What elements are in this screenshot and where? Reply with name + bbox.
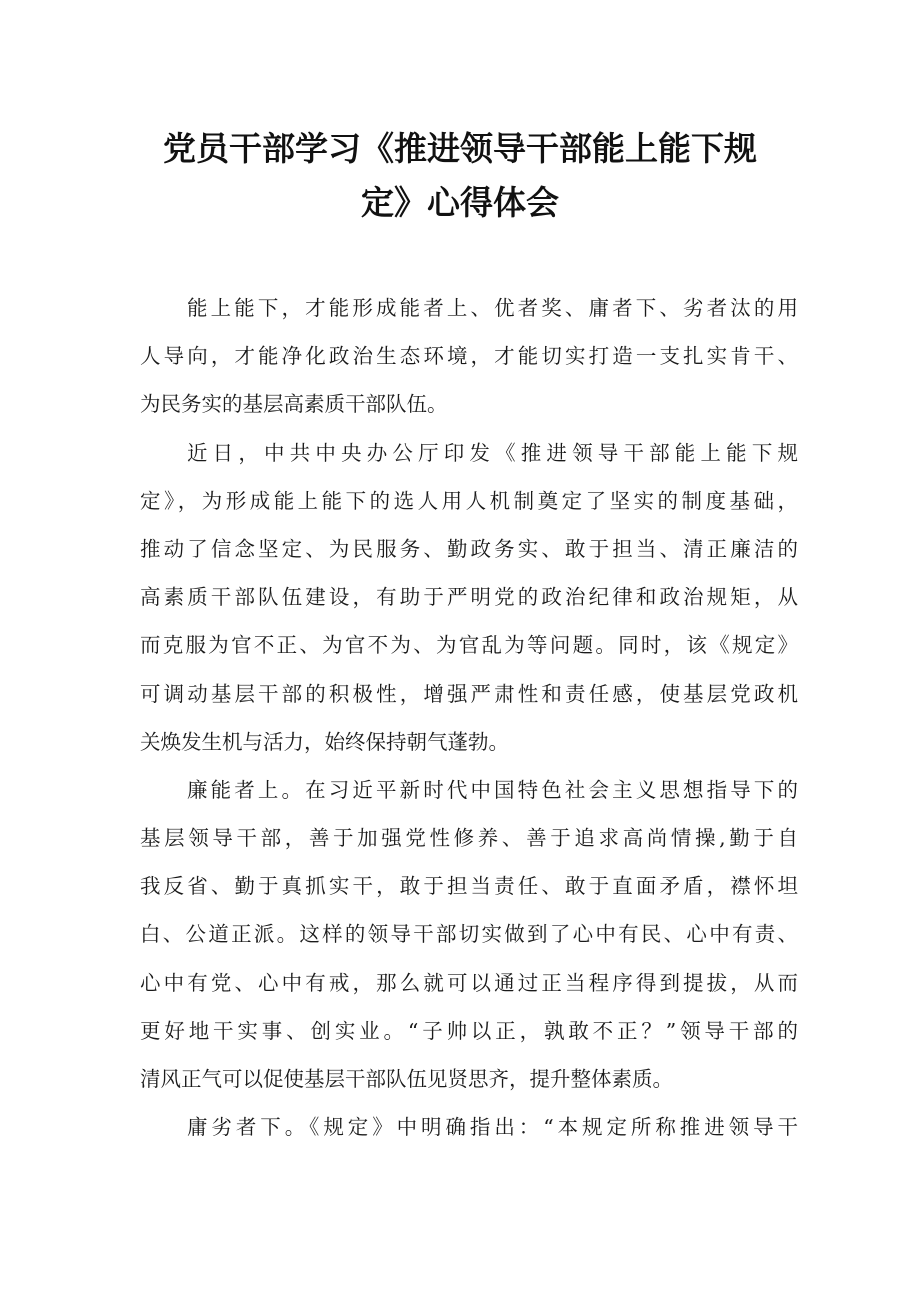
text-line: 定》，为形成能上能下的选人用人机制奠定了坚实的制度基础，: [140, 488, 798, 513]
title-line: 党员干部学习《推进领导干部能上能下规: [163, 129, 757, 168]
text-line: 而克服为官不正、为官不为、为官乱为等问题。同时，该《规定》: [140, 633, 798, 658]
title-line: 定》心得体会: [361, 183, 559, 222]
text-line: 庸劣者下。《规定》中明确指出：“本规定所称推进领导干: [187, 1115, 798, 1140]
text-line: 高素质干部队伍建设，有助于严明党的政治纪律和政治规矩，从: [140, 585, 798, 610]
document-title: [140, 122, 780, 230]
text-line: 能上能下，才能形成能者上、优者奖、庸者下、劣者汰的用: [187, 296, 798, 320]
text-line: 更好地干实事、创实业。“子帅以正，孰敢不正？”领导干部的: [140, 1018, 798, 1043]
paragraph: [140, 284, 798, 429]
paragraph: [140, 1103, 798, 1151]
paragraph: [140, 766, 798, 1103]
text-line: 廉能者上。在习近平新时代中国特色社会主义思想指导下的: [187, 777, 798, 802]
document-body: [140, 284, 798, 1151]
text-line: 基层领导干部，善于加强党性修养、善于追求高尚情操,勤于自: [140, 826, 798, 851]
text-line: 关焕发生机与活力，始终保持朝气蓬勃。: [140, 729, 509, 754]
text-line: 可调动基层干部的积极性，增强严肃性和责任感，使基层党政机: [140, 681, 798, 706]
text-line: 白、公道正派。这样的领导干部切实做到了心中有民、心中有责、: [140, 922, 798, 947]
text-line: 清风正气可以促使基层干部队伍见贤思齐，提升整体素质。: [140, 1067, 673, 1091]
text-line: 近日，中共中央办公厅印发《推进领导干部能上能下规: [187, 440, 798, 465]
text-line: 推动了信念坚定、为民服务、勤政务实、敢于担当、清正廉洁的: [140, 536, 798, 561]
text-line: 人导向，才能净化政治生态环境，才能切实打造一支扎实肯干、: [140, 344, 798, 369]
text-line: 我反省、勤于真抓实干，敢于担当责任、敢于直面矛盾，襟怀坦: [140, 874, 798, 899]
text-line: 为民务实的基层高素质干部队伍。: [140, 392, 448, 417]
paragraph: [140, 429, 798, 766]
text-line: 心中有党、心中有戒，那么就可以通过正当程序得到提拔，从而: [140, 970, 798, 995]
